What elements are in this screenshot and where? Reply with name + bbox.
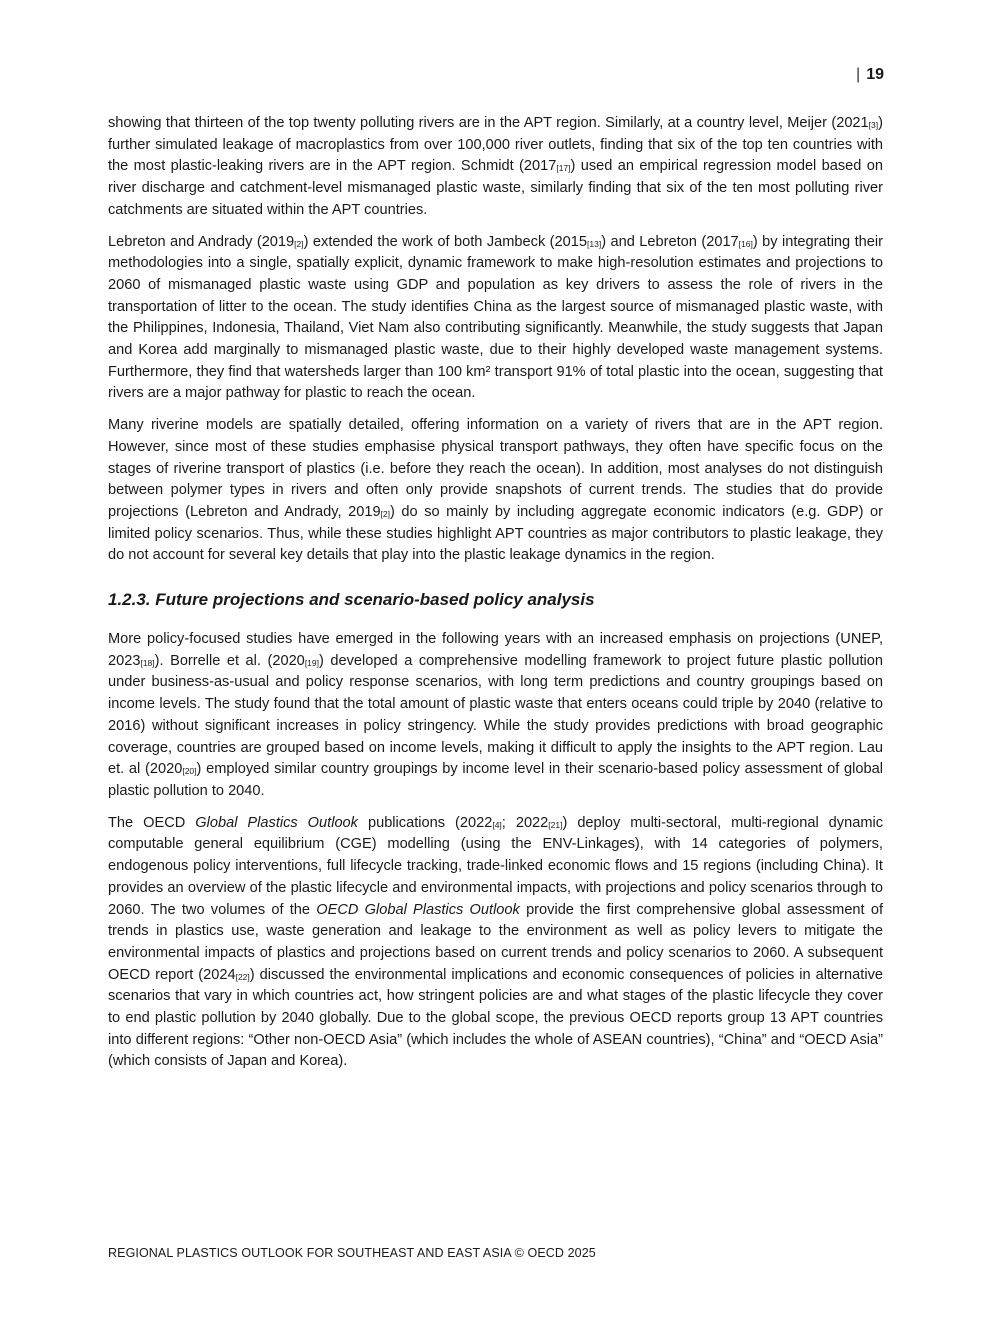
page-number-value: 19 xyxy=(866,66,884,83)
paragraph-text: Lebreton and Andrady (2019 xyxy=(108,233,295,250)
paragraph-riverine-models xyxy=(108,415,883,567)
citation-ref: [18] xyxy=(140,657,155,668)
paragraph-text: ). Borrelle et al. (2020 xyxy=(154,652,305,669)
paragraph-text: ) discussed the environmental implications and economic consequences of policies in alternative scenarios that vary in which countries act, how stringent policies are and what stages of the plastic lifecycle they cover to end plastic pollution by 2040 globally. Due to the global scope, the previous OECD reports group 13 APT countries into different regions: “Other non-OECD Asia” (which includes the whole of ASEAN countries), “China” and “OECD Asia” (which consists of Japan and Korea). xyxy=(108,966,883,1070)
paragraph-text: Many riverine models are spatially detailed, offering information on a variety of rivers that are in the APT region. However, since most of these studies emphasise physical transport pathways, they often have specific focus on the stages of riverine transport of plastics (i.e. before they reach the ocean). In addition, most analyses do not distinguish between polymer types in rivers and often only provide snapshots of current trends. The studies that do provide projections (Lebreton and Andrady, 2019 xyxy=(108,417,883,520)
header-separator: | xyxy=(856,66,861,83)
citation-ref: [13] xyxy=(587,238,602,249)
publication-title: OECD Global Plastics Outlook xyxy=(316,901,520,918)
citation-ref: [2] xyxy=(380,508,391,519)
citation-ref: [20] xyxy=(182,766,197,777)
paragraph-policy-studies xyxy=(108,629,883,803)
paragraph-lebreton-andrady xyxy=(108,232,883,406)
paragraph-text: showing that thirteen of the top twenty polluting rivers are in the APT region. Similarly, at a country level, Meijer (2021 xyxy=(108,115,869,131)
citation-ref: [2] xyxy=(294,238,304,249)
paragraph-text: ) used an empirical regression model based on river discharge and catchment-level mismanaged plastic waste, similarly finding that six of the ten most polluting river catchments are situated within the APT countries. xyxy=(108,158,884,218)
paragraph-text: ) employed similar country groupings by income level in their scenario-based policy assessment of global plastic pollution to 2040. xyxy=(108,761,883,799)
paragraph-text: publications (2022 xyxy=(357,814,493,831)
citation-ref: [3] xyxy=(868,120,879,130)
paragraph-text: ; 2022 xyxy=(501,814,549,831)
publication-title: Global Plastics Outlook xyxy=(195,814,358,831)
citation-ref: [16] xyxy=(738,238,753,249)
paragraph-text: ) deploy multi-sectoral, multi-regional dynamic computable general equilibrium (CGE) modelling (using the ENV-Linkages), with 14 categories of polymers, endogenous policy interventions, full lifecycle tracking, trade-linked economic flows and 15 regions (including China). It provides an overview of the plastic lifecycle and environmental impacts, with projections and policy scenarios through to 2060. The two volumes of the xyxy=(108,814,884,918)
citation-ref: [4] xyxy=(492,819,502,830)
paragraph-text: ) and Lebreton (2017 xyxy=(601,233,739,250)
citation-ref: [22] xyxy=(235,971,250,982)
citation-ref: [17] xyxy=(556,163,571,174)
paragraph-text: ) developed a comprehensive modelling framework to project future plastic pollution under business-as-usual and policy response scenarios, with long term predictions and country groupings based on income levels. The study found that the total amount of plastic waste that enters oceans could triple by 2040 (relative to 2016) without significant increases in policy stringency. While the study provides predictions with broad geographic coverage, countries are grouped based on income levels, making it difficult to apply the insights to the APT region. Lau et. al (2020 xyxy=(108,652,883,778)
citation-ref: [21] xyxy=(548,819,563,830)
paragraph-text: The OECD xyxy=(108,814,196,831)
paragraph-rivers-leakage xyxy=(108,113,883,222)
section-heading: 1.2.3. Future projections and scenario-based policy analysis xyxy=(108,590,595,610)
paragraph-text: ) further simulated leakage of macroplastics from over 100,000 river outlets, finding that six of the top ten countries with the most plastic-leaking rivers are in the APT region. Schmidt (2017 xyxy=(108,115,883,175)
paragraph-text: ) do so mainly by including aggregate economic indicators (e.g. GDP) or limited policy scenarios. Thus, while these studies highlight APT countries as major contributors to plastic leakage, they do not account for several key details that play into the plastic leakage dynamics in the region. xyxy=(108,503,883,564)
paragraph-text: ) extended the work of both Jambeck (2015 xyxy=(303,233,588,250)
main-content xyxy=(108,113,883,1083)
paragraph-oecd-outlook xyxy=(108,813,883,1073)
paragraph-text: ) by integrating their methodologies into a single, spatially explicit, dynamic framework to make high-resolution estimates and projections to 2060 of mismanaged plastic waste using GDP and population as key drivers to assess the role of rivers in the transportation of litter to the ocean. The study identifies China as the largest source of mismanaged plastic waste, with the Philippines, Indonesia, Thailand, Viet Nam also contributing significantly. Meanwhile, the study suggests that Japan and Korea add marginally to mismanaged plastic waste, due to their highly developed waste management systems. Furthermore, they find that watersheds larger than 100 km² transport 91% of total plastic into the ocean, suggesting that rivers are a major pathway for plastic to reach the ocean. xyxy=(108,233,883,402)
page-number xyxy=(856,66,884,84)
paragraph-text: provide the first comprehensive global assessment of trends in plastics use, waste generation and leakage to the environment as well as policy levers to mitigate the environmental impacts of plastics and projections based on current trends and policy scenarios to 2060. A subsequent OECD report (2024 xyxy=(108,901,883,983)
paragraph-text: More policy-focused studies have emerged in the following years with an increased emphasis on projections (UNEP, 2023 xyxy=(108,631,883,669)
page-footer: REGIONAL PLASTICS OUTLOOK FOR SOUTHEAST AND EAST ASIA © OECD 2025 xyxy=(108,1246,596,1260)
citation-ref: [19] xyxy=(304,657,319,668)
